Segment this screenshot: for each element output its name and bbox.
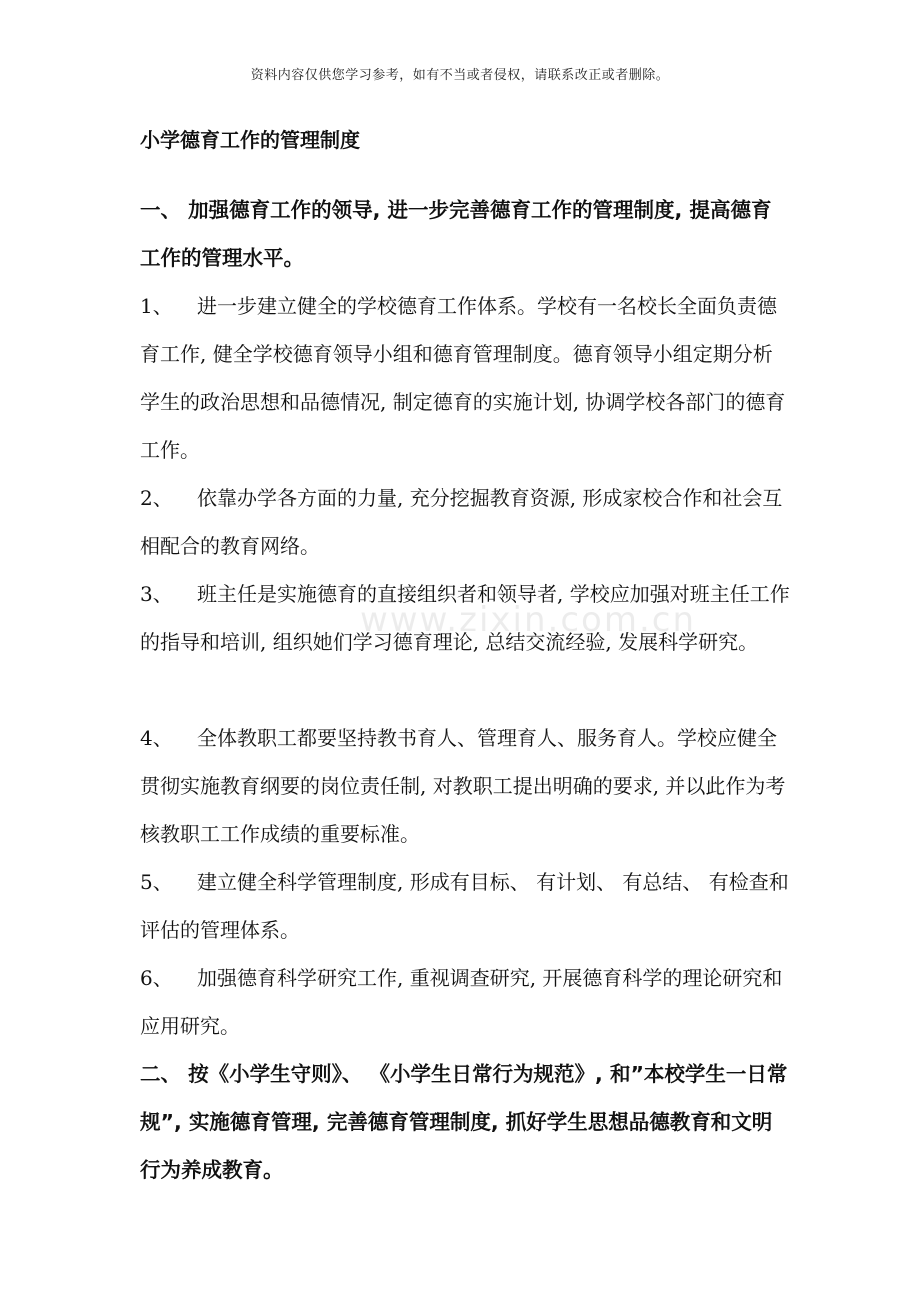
item-number: 1、 xyxy=(140,294,173,318)
item-number: 3、 xyxy=(140,582,173,606)
list-item xyxy=(140,714,790,858)
item-text: 班主任是实施德育的直接组织者和领导者, 学校应加强对班主任工作的指导和培训, 组织她们学习德育理论, 总结交流经验, 发展科学研究。 xyxy=(140,582,790,654)
item-text: 加强德育科学研究工作, 重视调查研究, 开展德育科学的理论研究和应用研究。 xyxy=(140,966,783,1038)
item-text: 依靠办学各方面的力量, 充分挖掘教育资源, 形成家校合作和社会互相配合的教育网络。 xyxy=(140,486,783,558)
item-number: 2、 xyxy=(140,486,173,510)
item-text: 建立健全科学管理制度, 形成有目标、 有计划、 有总结、 有检查和评估的管理体系。 xyxy=(140,870,789,942)
item-number: 6、 xyxy=(140,966,173,990)
item-text: 进一步建立健全的学校德育工作体系。学校有一名校长全面负责德育工作, 健全学校德育领导小组和德育管理制度。德育领导小组定期分析学生的政治思想和品德情况, 制定德育的实施计划, 协调学校各部门的德育工作。 xyxy=(140,294,786,462)
list-item xyxy=(140,474,790,570)
document-title: 小学德育工作的管理制度 xyxy=(140,128,360,152)
list-item xyxy=(140,858,790,954)
list-item xyxy=(140,570,790,666)
list-item xyxy=(140,282,790,474)
list-item xyxy=(140,954,790,1050)
item-text: 全体教职工都要坚持教书育人、管理育人、服务育人。学校应健全贯彻实施教育纲要的岗位责任制, 对教职工提出明确的要求, 并以此作为考核教职工工作成绩的重要标准。 xyxy=(140,726,786,846)
item-number: 5、 xyxy=(140,870,173,894)
watermark-text: www.zixin.com.cn xyxy=(360,600,696,640)
item-number: 4、 xyxy=(140,726,173,750)
copyright-notice: 资料内容仅供您学习参考，如有不当或者侵权，请联系改正或者删除。 xyxy=(250,68,670,83)
section-heading-2: 二、 按《小学生守则》、 《小学生日常行为规范》, 和”本校学生一日常规”, 实施德育管理, 完善德育管理制度, 抓好学生思想品德教育和文明行为养成教育。 xyxy=(140,1062,788,1182)
section-heading-1: 一、 加强德育工作的领导, 进一步完善德育工作的管理制度, 提高德育工作的管理水平。 xyxy=(140,198,772,270)
